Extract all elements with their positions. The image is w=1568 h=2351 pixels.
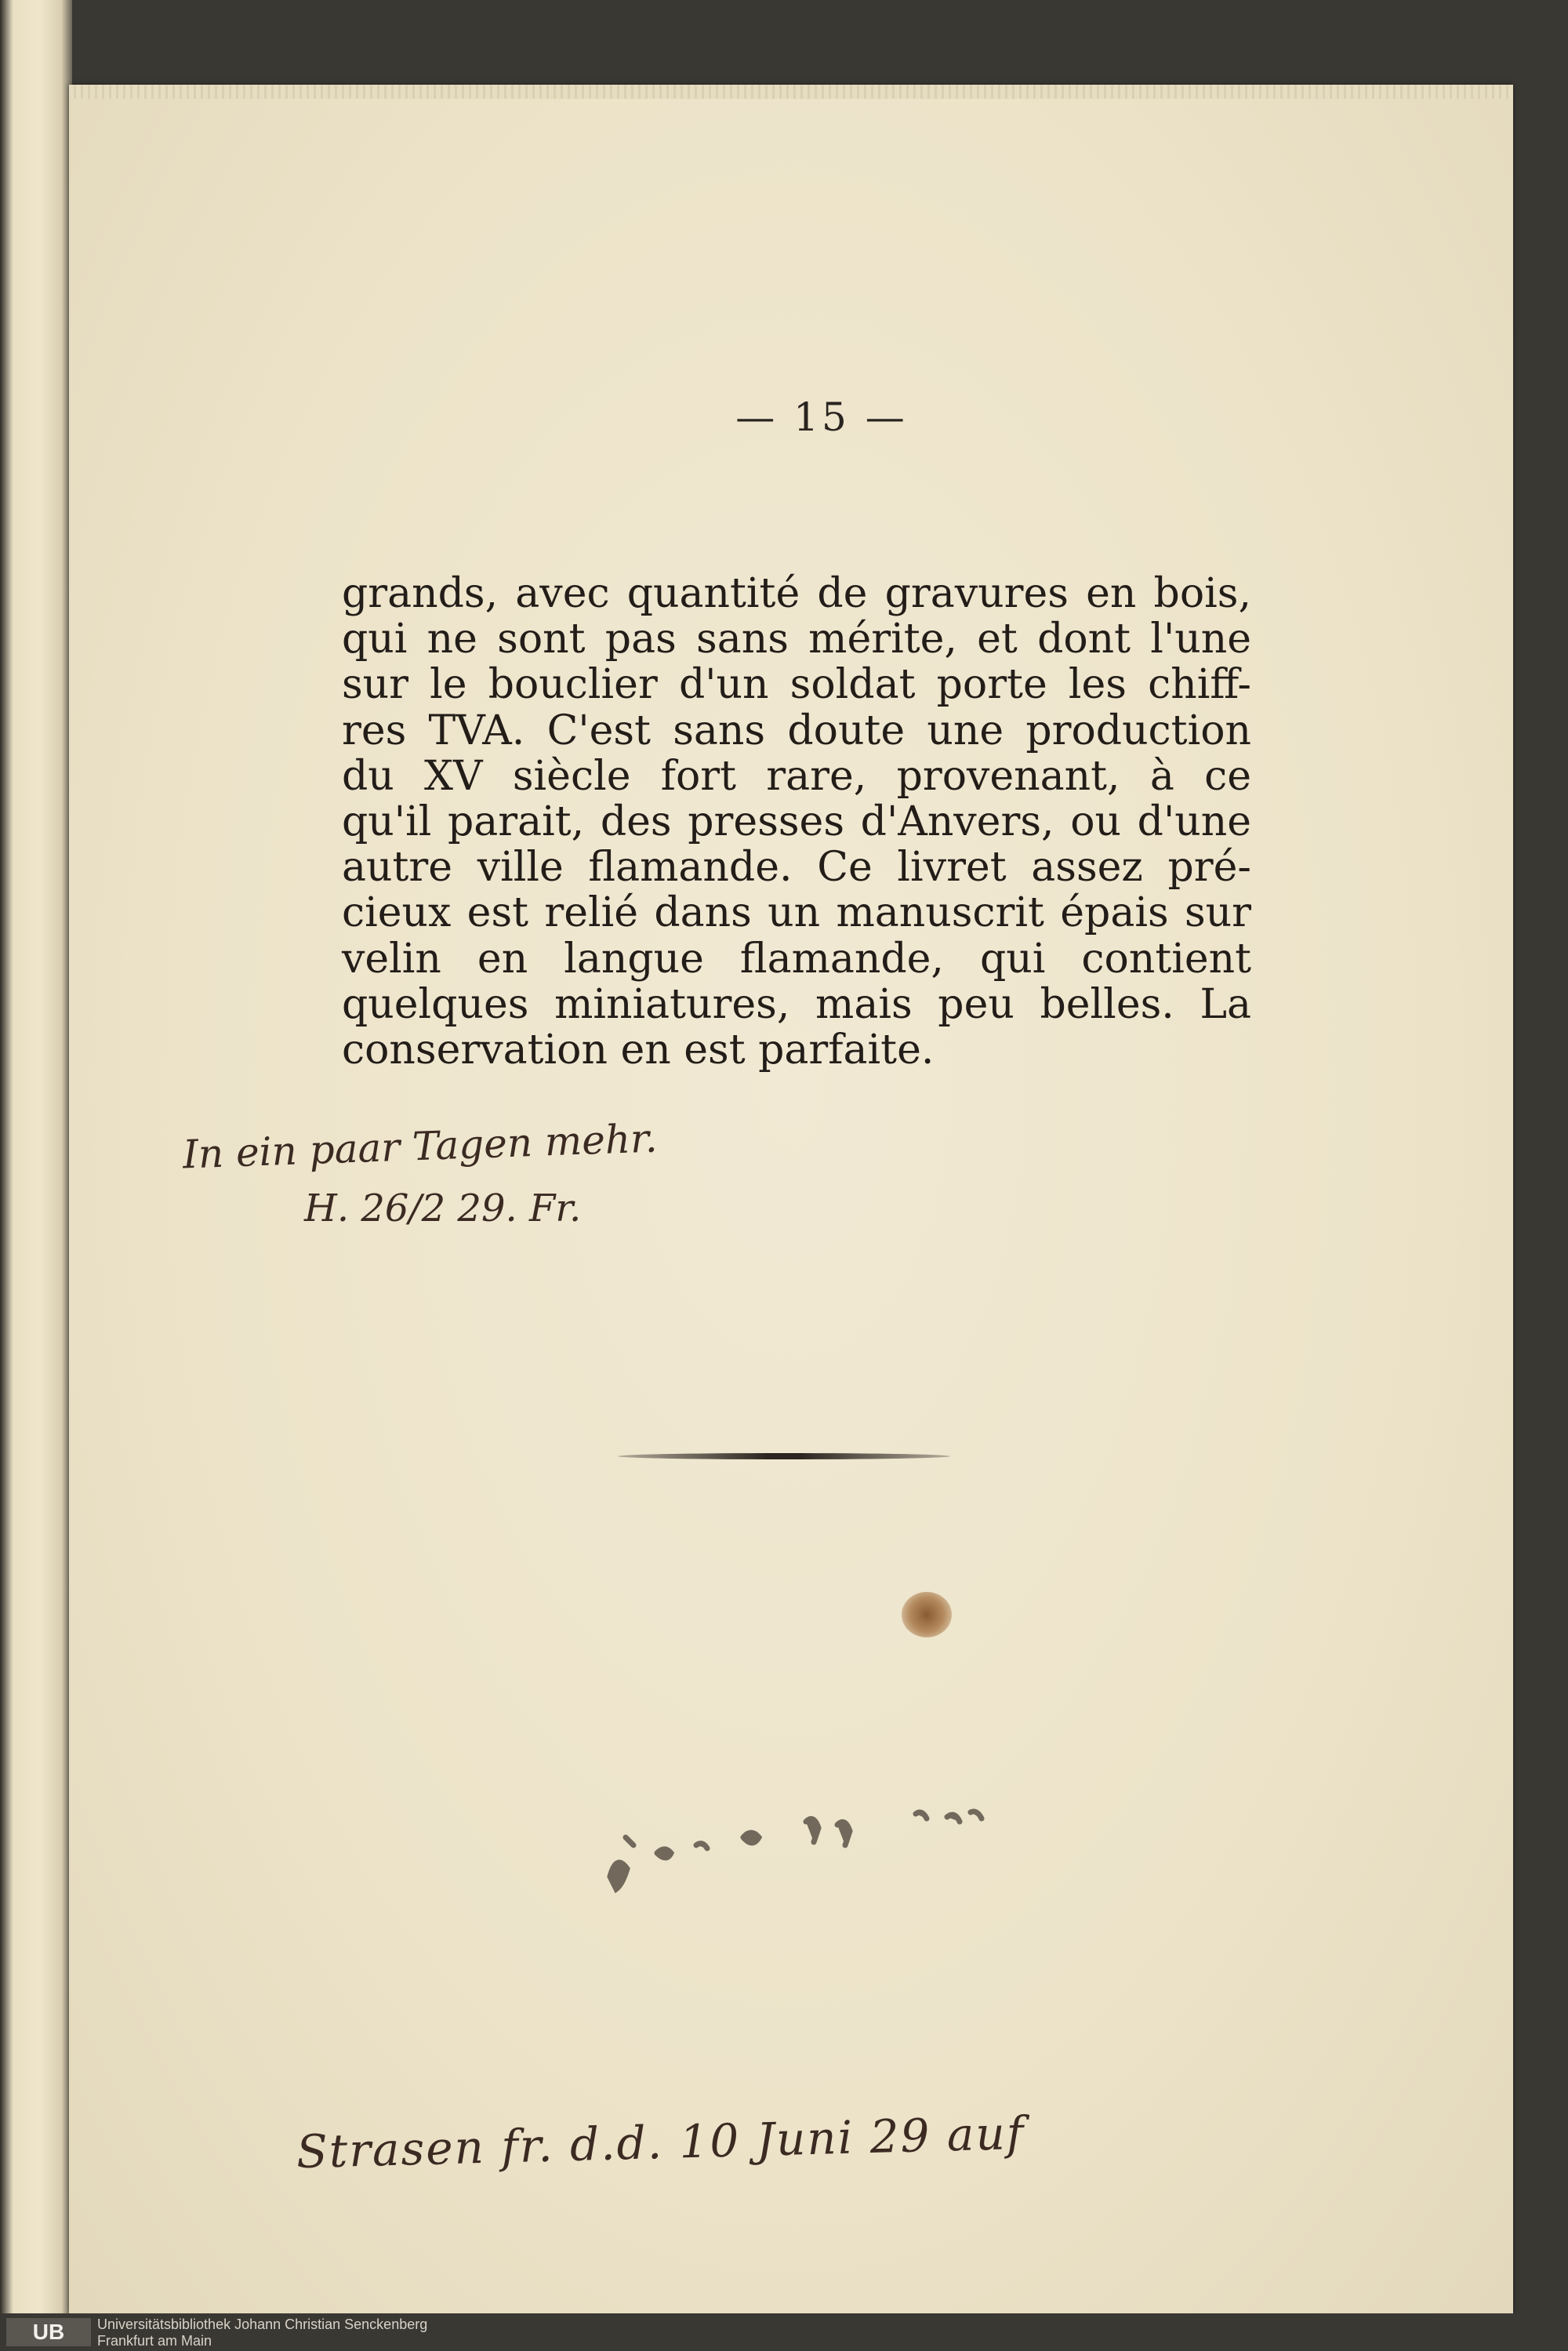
ornamental-rule: [618, 1453, 950, 1459]
text-line: velin en langue flamande, qui contient: [342, 935, 1251, 983]
library-footer: [0, 2313, 1568, 2351]
library-location: Frankfurt am Main: [97, 2333, 212, 2349]
text-line: qui ne sont pas sans mérite, et dont l'une: [342, 616, 1251, 663]
text-line: du XV siècle fort rare, provenant, à ce: [342, 752, 1251, 800]
text-line: res TVA. C'est sans doute une production: [342, 707, 1251, 754]
text-line: grands, avec quantité de gravures en bois,: [342, 570, 1251, 617]
text-line: autre ville flamande. Ce livret assez pré-: [342, 844, 1251, 892]
handwritten-signature-note: Strasen fr. d.d. 10 Juni 29 auf: [296, 2106, 1026, 2179]
library-name: Universitätsbibliothek Johann Christian Senckenberg: [97, 2316, 428, 2332]
handwritten-price-note: H. 26/2 29. Fr.: [304, 1186, 582, 1230]
adjacent-page-edge: [0, 0, 72, 2313]
text-line: qu'il parait, des presses d'Anvers, ou d'une: [342, 798, 1251, 846]
text-line: quelques miniatures, mais peu belles. La: [342, 980, 1251, 1028]
library-logo: UB: [6, 2318, 91, 2346]
document-page: [69, 85, 1513, 2313]
page-number: — 15 —: [735, 394, 908, 440]
paper-stain: [902, 1592, 952, 1637]
body-paragraph: [342, 571, 1251, 1073]
ink-bleed-through: [602, 1806, 1025, 1900]
text-line: cieux est relié dans un manuscrit épais sur: [342, 889, 1251, 937]
handwritten-note: In ein paar Tagen mehr.: [182, 1115, 659, 1178]
text-line: sur le bouclier d'un soldat porte les chiff-: [342, 661, 1251, 709]
text-line: conservation en est parfaite.: [342, 1027, 935, 1074]
